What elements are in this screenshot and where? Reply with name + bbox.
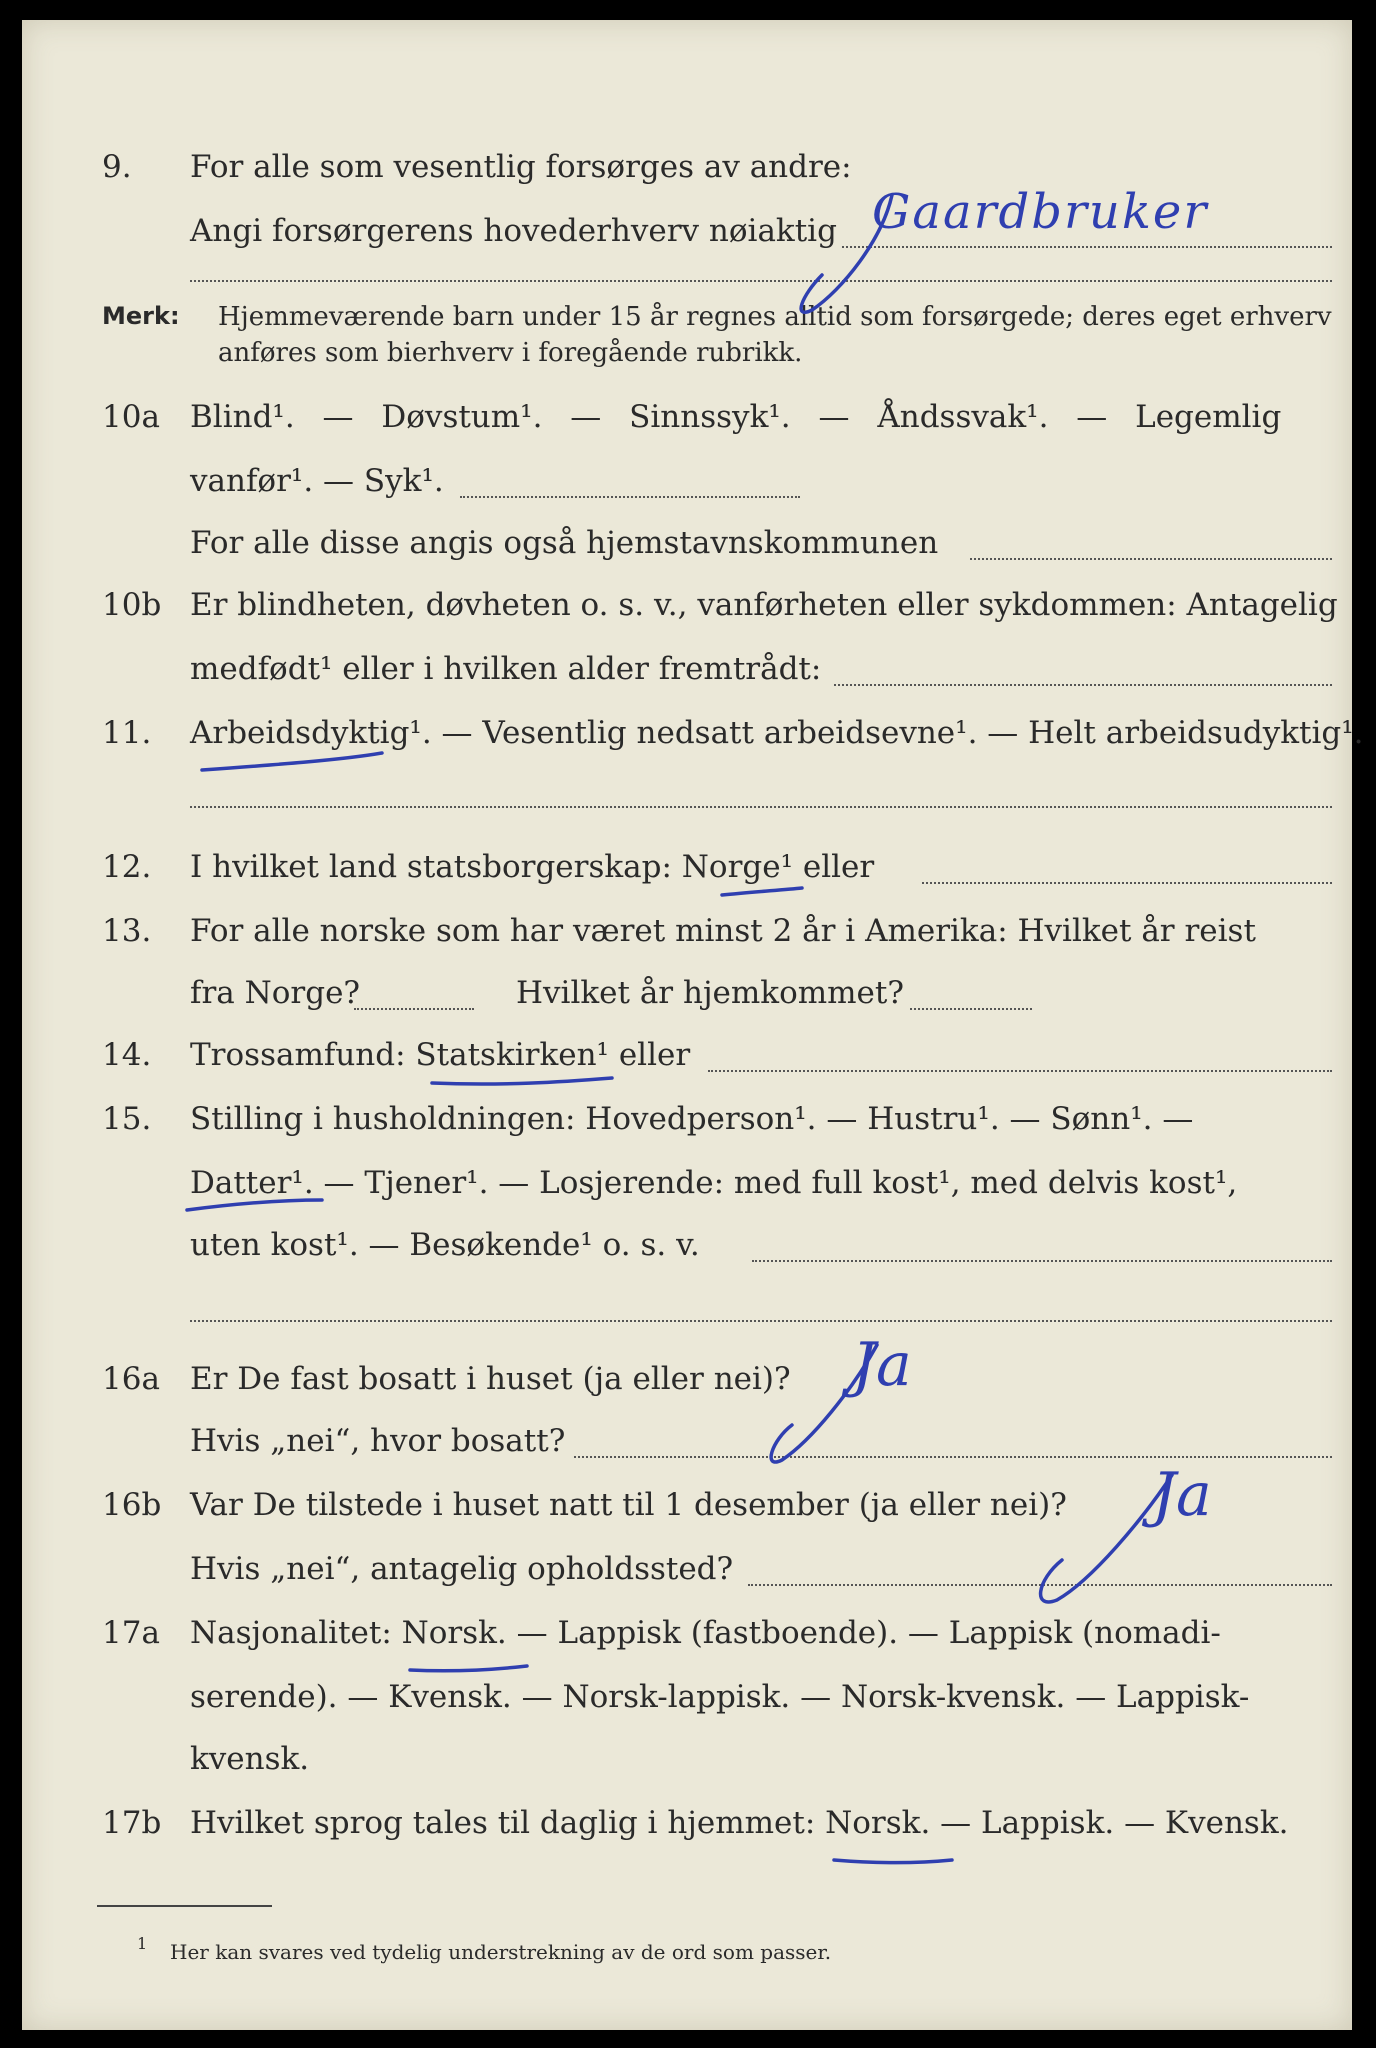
note-line-2: anføres som bierhverv i foregående rubrikk.: [218, 338, 803, 368]
answer-line[interactable]: [910, 1008, 1032, 1010]
question-number: 10b: [102, 587, 162, 623]
question-text: Hvis „nei“, hvor bosatt?: [190, 1423, 566, 1459]
answer-line[interactable]: [970, 558, 1332, 560]
question-16a-line-2: [22, 1416, 1352, 1466]
answer-line[interactable]: [748, 1584, 1332, 1586]
question-text: medfødt¹ eller i hvilken alder fremtrådt:: [190, 651, 822, 687]
question-text: Arbeidsdyktig¹. — Vesentlig nedsatt arbeidsevne¹. — Helt arbeidsudyktig¹.: [190, 715, 1364, 751]
question-15-line-2: [22, 1158, 1352, 1208]
question-17a-line-1: [22, 1608, 1352, 1658]
handwritten-answer: Ja: [852, 1330, 912, 1400]
question-17b-line-1: [22, 1798, 1352, 1848]
question-10b-line-2: [22, 644, 1352, 694]
footnote-rule: [97, 1905, 272, 1907]
question-text: Angi forsørgerens hovederhverv nøiaktig: [190, 213, 837, 249]
question-text: Nasjonalitet: Norsk. — Lappisk (fastboende). — Lappisk (nomadi-: [190, 1615, 1221, 1651]
question-text: uten kost¹. — Besøkende¹ o. s. v.: [190, 1227, 700, 1263]
question-10a-line-1: [22, 392, 1352, 442]
question-14-line-1: [22, 1030, 1352, 1080]
handwritten-answer: Gaardbruker: [872, 184, 1209, 240]
question-text: Blind¹. — Døvstum¹. — Sinnssyk¹. — Åndssvak¹. — Legemlig: [190, 399, 1282, 435]
answer-line[interactable]: [190, 806, 1332, 808]
question-13-line-2: [22, 968, 1352, 1018]
ink-underline: [410, 1666, 527, 1671]
footnote-mark: 1: [137, 1934, 148, 1953]
question-number: 14.: [102, 1037, 152, 1073]
question-text: fra Norge?: [190, 975, 361, 1011]
question-number: 17a: [102, 1615, 160, 1651]
question-number: 11.: [102, 715, 152, 751]
question-17a-line-3: [22, 1734, 1352, 1784]
question-17a-line-2: [22, 1672, 1352, 1722]
question-text: vanfør¹. — Syk¹.: [190, 463, 444, 499]
answer-line[interactable]: [752, 1260, 1332, 1262]
handwritten-answer: Ja: [1152, 1460, 1212, 1530]
question-15-line-3: [22, 1220, 1352, 1270]
question-text: For alle disse angis også hjemstavnskommunen: [190, 525, 939, 561]
question-number: 9.: [102, 149, 132, 185]
question-number: 10a: [102, 399, 160, 435]
question-text: Datter¹. — Tjener¹. — Losjerende: med full kost¹, med delvis kost¹,: [190, 1165, 1238, 1201]
question-text: kvensk.: [190, 1741, 310, 1777]
question-text: Stilling i husholdningen: Hovedperson¹. — Hustru¹. — Sønn¹. —: [190, 1101, 1194, 1137]
question-number: 13.: [102, 913, 152, 949]
question-16b-line-2: [22, 1544, 1352, 1594]
question-13-line-1: [22, 906, 1352, 956]
question-text: I hvilket land statsborgerskap: Norge¹ eller: [190, 849, 875, 885]
question-number: 15.: [102, 1101, 152, 1137]
question-text: Hvilket sprog tales til daglig i hjemmet: Norsk. — Lappisk. — Kvensk.: [190, 1805, 1289, 1841]
question-text: Trossamfund: Statskirken¹ eller: [190, 1037, 691, 1073]
question-number: 16a: [102, 1361, 160, 1397]
footnote-text: Her kan svares ved tydelig understrekning av de ord som passer.: [170, 1940, 832, 1964]
question-11-line-1: [22, 708, 1364, 758]
answer-line[interactable]: [190, 280, 1332, 282]
answer-line[interactable]: [354, 1008, 474, 1010]
answer-line[interactable]: [922, 882, 1332, 884]
answer-line[interactable]: [190, 1320, 1332, 1322]
question-text: Er De fast bosatt i huset (ja eller nei)?: [190, 1361, 791, 1397]
question-number: 16b: [102, 1487, 162, 1523]
question-text: For alle norske som har været minst 2 år i Amerika: Hvilket år reist: [190, 913, 1256, 949]
answer-line[interactable]: [842, 246, 1332, 248]
question-10a-line-2: [22, 456, 1352, 506]
question-text: Er blindheten, døvheten o. s. v., vanførheten eller sykdommen: Antagelig: [190, 587, 1338, 623]
question-text: For alle som vesentlig forsørges av andre:: [190, 149, 852, 185]
question-number: 17b: [102, 1805, 162, 1841]
question-text: Hvilket år hjemkommet?: [516, 975, 904, 1011]
question-12-line-1: [22, 842, 1352, 892]
note-label: Merk:: [102, 302, 180, 330]
question-10a-line-3: [22, 518, 1352, 568]
question-number: 12.: [102, 849, 152, 885]
answer-line[interactable]: [574, 1456, 1332, 1458]
answer-line[interactable]: [834, 684, 1332, 686]
answer-line[interactable]: [460, 496, 800, 498]
question-text: Var De tilstede i huset natt til 1 desember (ja eller nei)?: [190, 1487, 1067, 1523]
ink-underline: [834, 1860, 952, 1863]
question-text: serende). — Kvensk. — Norsk-lappisk. — Norsk-kvensk. — Lappisk-: [190, 1679, 1250, 1715]
question-10b-line-1: [22, 580, 1352, 630]
question-text: Hvis „nei“, antagelig opholdssted?: [190, 1551, 734, 1587]
question-15-line-1: [22, 1094, 1352, 1144]
note-line-1: Hjemmeværende barn under 15 år regnes alltid som forsørgede; deres eget erhverv: [218, 302, 1332, 332]
question-16a-line-1: [22, 1354, 1352, 1404]
census-form-page: [22, 20, 1364, 2030]
answer-line[interactable]: [708, 1070, 1332, 1072]
